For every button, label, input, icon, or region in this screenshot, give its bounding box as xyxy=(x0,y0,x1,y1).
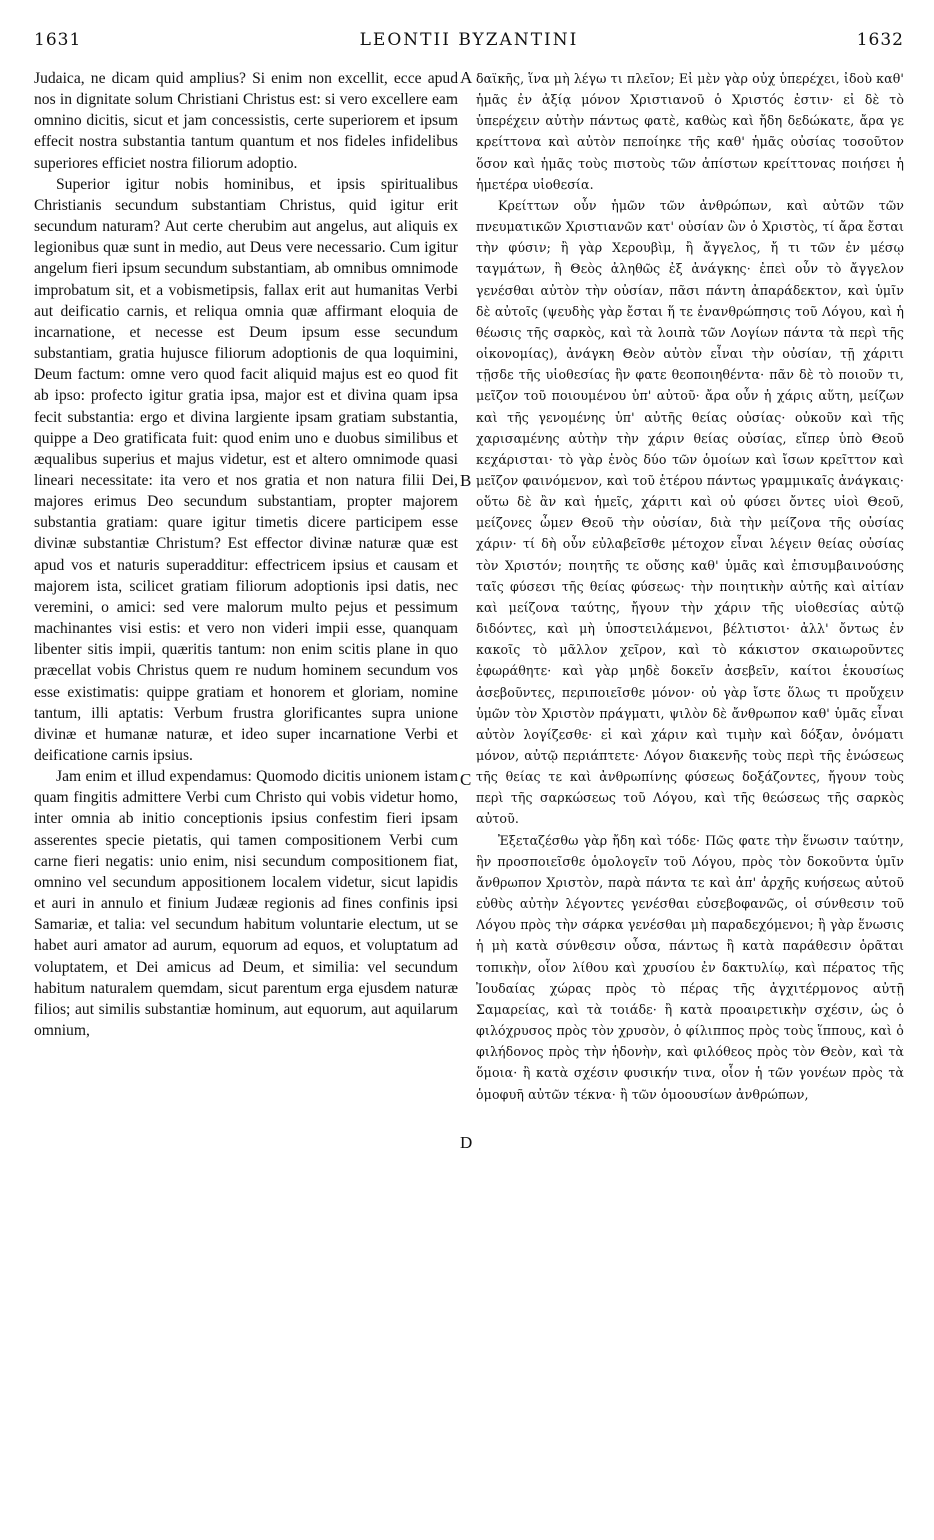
margin-marker-d: D xyxy=(460,1133,473,1152)
margin-marker-c: C xyxy=(460,770,472,789)
latin-paragraph-2: Superior igitur nobis hominibus, et ipsis spiritualibus Christianis secundum substantiam Christus, quid igitur erit secundum naturam? Aut certe cherubim aut angelus, aut aliquis ex legionibus quæ sunt in medio, aut Deus vere necessario. Cum igitur angelum fieri ipsum secundum substantiam, ab omnibus omnimode improbatum sit, et a vobismetipsis, fallax erit aut humanitas Verbi aut deificatio carnis, et reliqua omnia quæ affirmant eloquia de incarnatione, et necesse est Deum ipsum esse secundum substantiam, gratia hujusce filiorum adoptionis de qua loquimini, Deum factum: omne vero quod facit aliquid majus est eo quod fit ab ipso: profecto igitur gratia ipsa, major est et divina quam ipsa fecit substantia: ergo et divina largiente ipsam gratiam substantia, quippe a Deo gratificata fuit: quod enim uno e duobus similibus et æqualibus superius et majus videtur, est et altero omnimode quasi lineari necessitate: ita vero et nos gratia et non natura filii Dei, majores erimus Deo secundum substantiam, propter majorem substantia gratiam: quare igitur timetis dicere participem esse divinæ substantiæ Christum? Est effector divinæ naturæ quæ est apud vos et naturis superadditur: effectricem ipsius et causam et majorem ista, scilicet gratiam filiorum adoptionis ipsi datis, nec veremini, o amici: sed vere malorum multo pejus et pessimum machinantes visi estis: et vero non videri impii esse, quanquam libenter sitis impii, quæritis tantum: non enim scitis plane in quo præcellat vobis Christus quem re nudum hominem secundum vos esse existimatis: quippe gratiam et honorem et gloriam, nomine tantum, illi aptatis: Verbum frustra glorificantes supra unione divinæ et humanæ naturæ, et ideo super incarnatione Verbi et deificatione carnis ipsius. xyxy=(34,175,458,764)
greek-paragraph-1: δαϊκῆς, ἵνα μὴ λέγω τι πλεῖον; Εἰ μὲν γὰρ οὐχ ὑπερέχει, ἰδοὺ καθ' ἡμᾶς ἐν ἀξίᾳ μόνον Χριστιανοῦ ὁ Χριστός ἐστιν· εἰ δὲ τὸ ὑπερέχειν αὐτὴν πάντως φατὲ, καθὼς καὶ ἤδη δεδώκατε, ἄρα γε κρείττονα καὶ αὐτὸν πεποίηκε τῆς καθ' ἡμᾶς οὐσίας τοσοῦτον ὅσον καὶ ἡμᾶς τοὺς πιστοὺς τῶν ἀπίστων κρείττονας ποιήσει ἡ ἡμετέρα υἱοθεσία. xyxy=(476,71,904,192)
left-column-number: 1631 xyxy=(34,30,82,50)
latin-paragraph-3: Jam enim et illud expendamus: Quomodo dicitis unionem istam quam fingitis admittere Verbi cum Christo qui vobis videtur homo, inter omnia ab initio conceptionis ipsius confestim fieri ipsam asserentes specie pietatis, qui tamen compositionem Verbi cum carne fieri negatis: unio enim, nisi secundum compositionem fiat, omnino vel secundum appositionem localem videtur, sicut lapidis et auri in annulo et finium Judææ regionis ad fines confinis ipsi Samariæ, et talia: vel secundum habitum voluntarie electum, ut se habet auri amator ad aurum, equorum ad equos, et voluptatum ad voluptatem, et Dei amicus ad Deum, et similia: vel secundum habitum naturalem quemdam, sicut parentum erga ejusdem naturæ filios; aut similis substantiæ hominum, aut equorum, aut aquilarum omnium, xyxy=(34,768,458,1040)
greek-paragraph-3: Ἐξεταζέσθω γὰρ ἤδη καὶ τόδε· Πῶς φατε τὴν ἕνωσιν ταύτην, ἣν προσποιεῖσθε ὁμολογεῖν τοῦ Λόγου, πρὸς τὸν δοκοῦντα ὑμῖν ἄνθρωπον Χριστὸν, παρὰ πάντα τε καὶ ἀπ' ἀρχῆς κυήσεως αὐτοῦ εὐθὺς αὐτὴν λέγοντες γενέσθαι εὐσεβοφανῶς, οἱ σύνθεσιν τοῦ Λόγου πρὸς τὴν σάρκα γενέσθαι μὴ παραδεχόμενοι; ἢ γὰρ ἕνωσις ἡ μὴ κατὰ σύνθεσιν οὖσα, πάντως ἢ κατὰ παράθεσιν ὁρᾶται τοπικὴν, οἷον λίθου καὶ χρυσίου ἐν δακτυλίῳ, καὶ πέρατος τῆς Ἰουδαίας χώρας πρὸς τὸ πέρας τῆς ἀγχιτέρμονος αὐτῇ Σαμαρείας, καὶ τὰ τοιάδε· ἢ κατὰ προαιρετικὴν σχέσιν, ὡς ὁ φιλόχρυσος πρὸς τὸν χρυσὸν, ὁ φίλιππος πρὸς τοὺς ἵππους, καὶ ὁ φιλήδονος πρὸς τὴν ἡδονὴν, καὶ φιλόθεος πρὸς τὸν Θεὸν, καὶ τὰ ὅμοια· ἢ κατὰ σχέσιν φυσικήν τινα, οἷον ἡ τῶν γονέων πρὸς τὰ ὁμοφυῆ αὐτῶν τέκνα· ἢ τῶν ὁμοουσίων ἀνθρώπων, xyxy=(476,832,904,1102)
right-column-number: 1632 xyxy=(856,30,904,50)
margin-marker-b: B xyxy=(460,471,472,490)
page-header xyxy=(34,30,904,60)
greek-column xyxy=(476,68,904,1533)
latin-paragraph-1: Judaica, ne dicam quid amplius? Si enim non excellit, ecce apud nos in dignitate solum Christiani Christus est: si vero excellere eam omnino dicitis, sicut et jam concessistis, certe superiorem et ipsum effecit nostra substantia tantum quantum et nos fideles infidelibus superiores efficiet nostra filiorum adoptio. xyxy=(34,70,458,172)
running-title: LEONTII BYZANTINI xyxy=(359,30,579,50)
greek-paragraph-2: Κρείττων οὖν ἡμῶν τῶν ἀνθρώπων, καὶ αὐτῶν τῶν πνευματικῶν Χριστιανῶν κατ' οὐσίαν ὢν ὁ Χριστὸς, τί ἄρα ἔσται τὴν φύσιν; ἢ γὰρ Χερουβὶμ, ἢ ἄγγελος, ἤ τι τῶν ἐν μέσῳ ταγμάτων, ἢ Θεὸς ἀληθῶς ἐξ ἀνάγκης· ἐπεὶ οὖν τὸ ἄγγελον γενέσθαι αὐτὸν τὴν οὐσίαν, πᾶσι πάντη ἀπαράδεκτον, καὶ ὑμῖν δὲ αὐτοῖς (ψευδὴς γὰρ ἔσται ἥ τε ἐνανθρώπησις τοῦ Λόγου, καὶ ἡ θέωσις τῆς σαρκὸς, καὶ τὰ λοιπὰ τῶν Λογίων πάντα τὰ περὶ τῆς οἰκονομίας), ἀνάγκη Θεὸν αὐτὸν εἶναι τὴν οὐσίαν, τῇ χάριτι τῇσδε τῆς υἱοθεσίας ἣν φατε θεοποιηθέντα· πᾶν δὲ τὸ ποιοῦν τι, μεῖζον τοῦ ποιουμένου ὑπ' αὐτοῦ· ἄρα οὖν ἡ χάρις αὕτη, μείζων καὶ τῆς γενομένης ὑπ' αὐτῆς θείας οὐσίας· οὐκοῦν καὶ τῆς χαρισαμένης αὐτὴν τὴν χάριν θείας οὐσίας, εἴπερ ὑπὸ Θεοῦ κεχάρισται· τὸ γὰρ ἑνὸς δύο τῶν ὁμοίων καὶ ἴσων κρεῖττον καὶ μεῖζον φαινόμενον, καὶ τοῦ ἑτέρου πάντως γραμμικαῖς ἀνάγκαις· οὕτω δὲ ἂν καὶ ἡμεῖς, χάριτι καὶ οὐ φύσει ὄντες υἱοὶ Θεοῦ, μείζονες ὦμεν Θεοῦ τὴν οὐσίαν, διὰ τὴν μείζονα τῆς οὐσίας χάριν· τί δὴ οὖν εὐλαβεῖσθε μέτοχον εἶναι λέγειν θείας οὐσίας τὸν Χριστόν; ποιητῆς τε οὔσης καθ' ὑμᾶς καὶ ἐπισυμβαινούσης ταῖς φύσεσι τῆς θείας φύσεως· τὴν ποιητικὴν αὐτῆς καὶ αἰτίαν καὶ μείζονα ταύτης, ἤγουν τὴν χάριν τῆς υἱοθεσίας αὐτῷ διδόντες, καὶ μὴ ὑποστειλάμενοι, βέλτιστοι· ἀλλ' ὄντως ἐν κακοῖς τὸ μᾶλλον χεῖρον, καὶ τὸ κάκιστον σκαιωροῦντες ἐφωράθητε· καὶ γὰρ μηδὲ δοκεῖν ἀσεβεῖν, καίτοι ἑκουσίως ἀσεβοῦντες, περιποιεῖσθε μόνον· οὐ γὰρ ἴστε ὅλως τι προὔχειν ὑμῶν τὸν Χριστὸν πράγματι, ψιλὸν δὲ ἄνθρωπον καθ' ὑμᾶς εἶναι αὐτὸν λογίζεσθε· εἰ καὶ χάριν καὶ τιμὴν καὶ δόξαν, ὀνόματι μόνον, αὐτῷ περιάπτετε· Λόγον διακενῆς τοὺς περὶ τῆς ἑνώσεως τῆς θείας τε καὶ ἀνθρωπίνης φύσεως δοξάζοντες, ἤγουν τοὺς περὶ τῆς σαρκώσεως τοῦ Λόγου, καὶ τῆς θεώσεως τῆς σαρκὸς αὐτοῦ. xyxy=(476,197,904,827)
latin-column xyxy=(34,68,458,1533)
margin-marker-a: A xyxy=(460,68,473,87)
